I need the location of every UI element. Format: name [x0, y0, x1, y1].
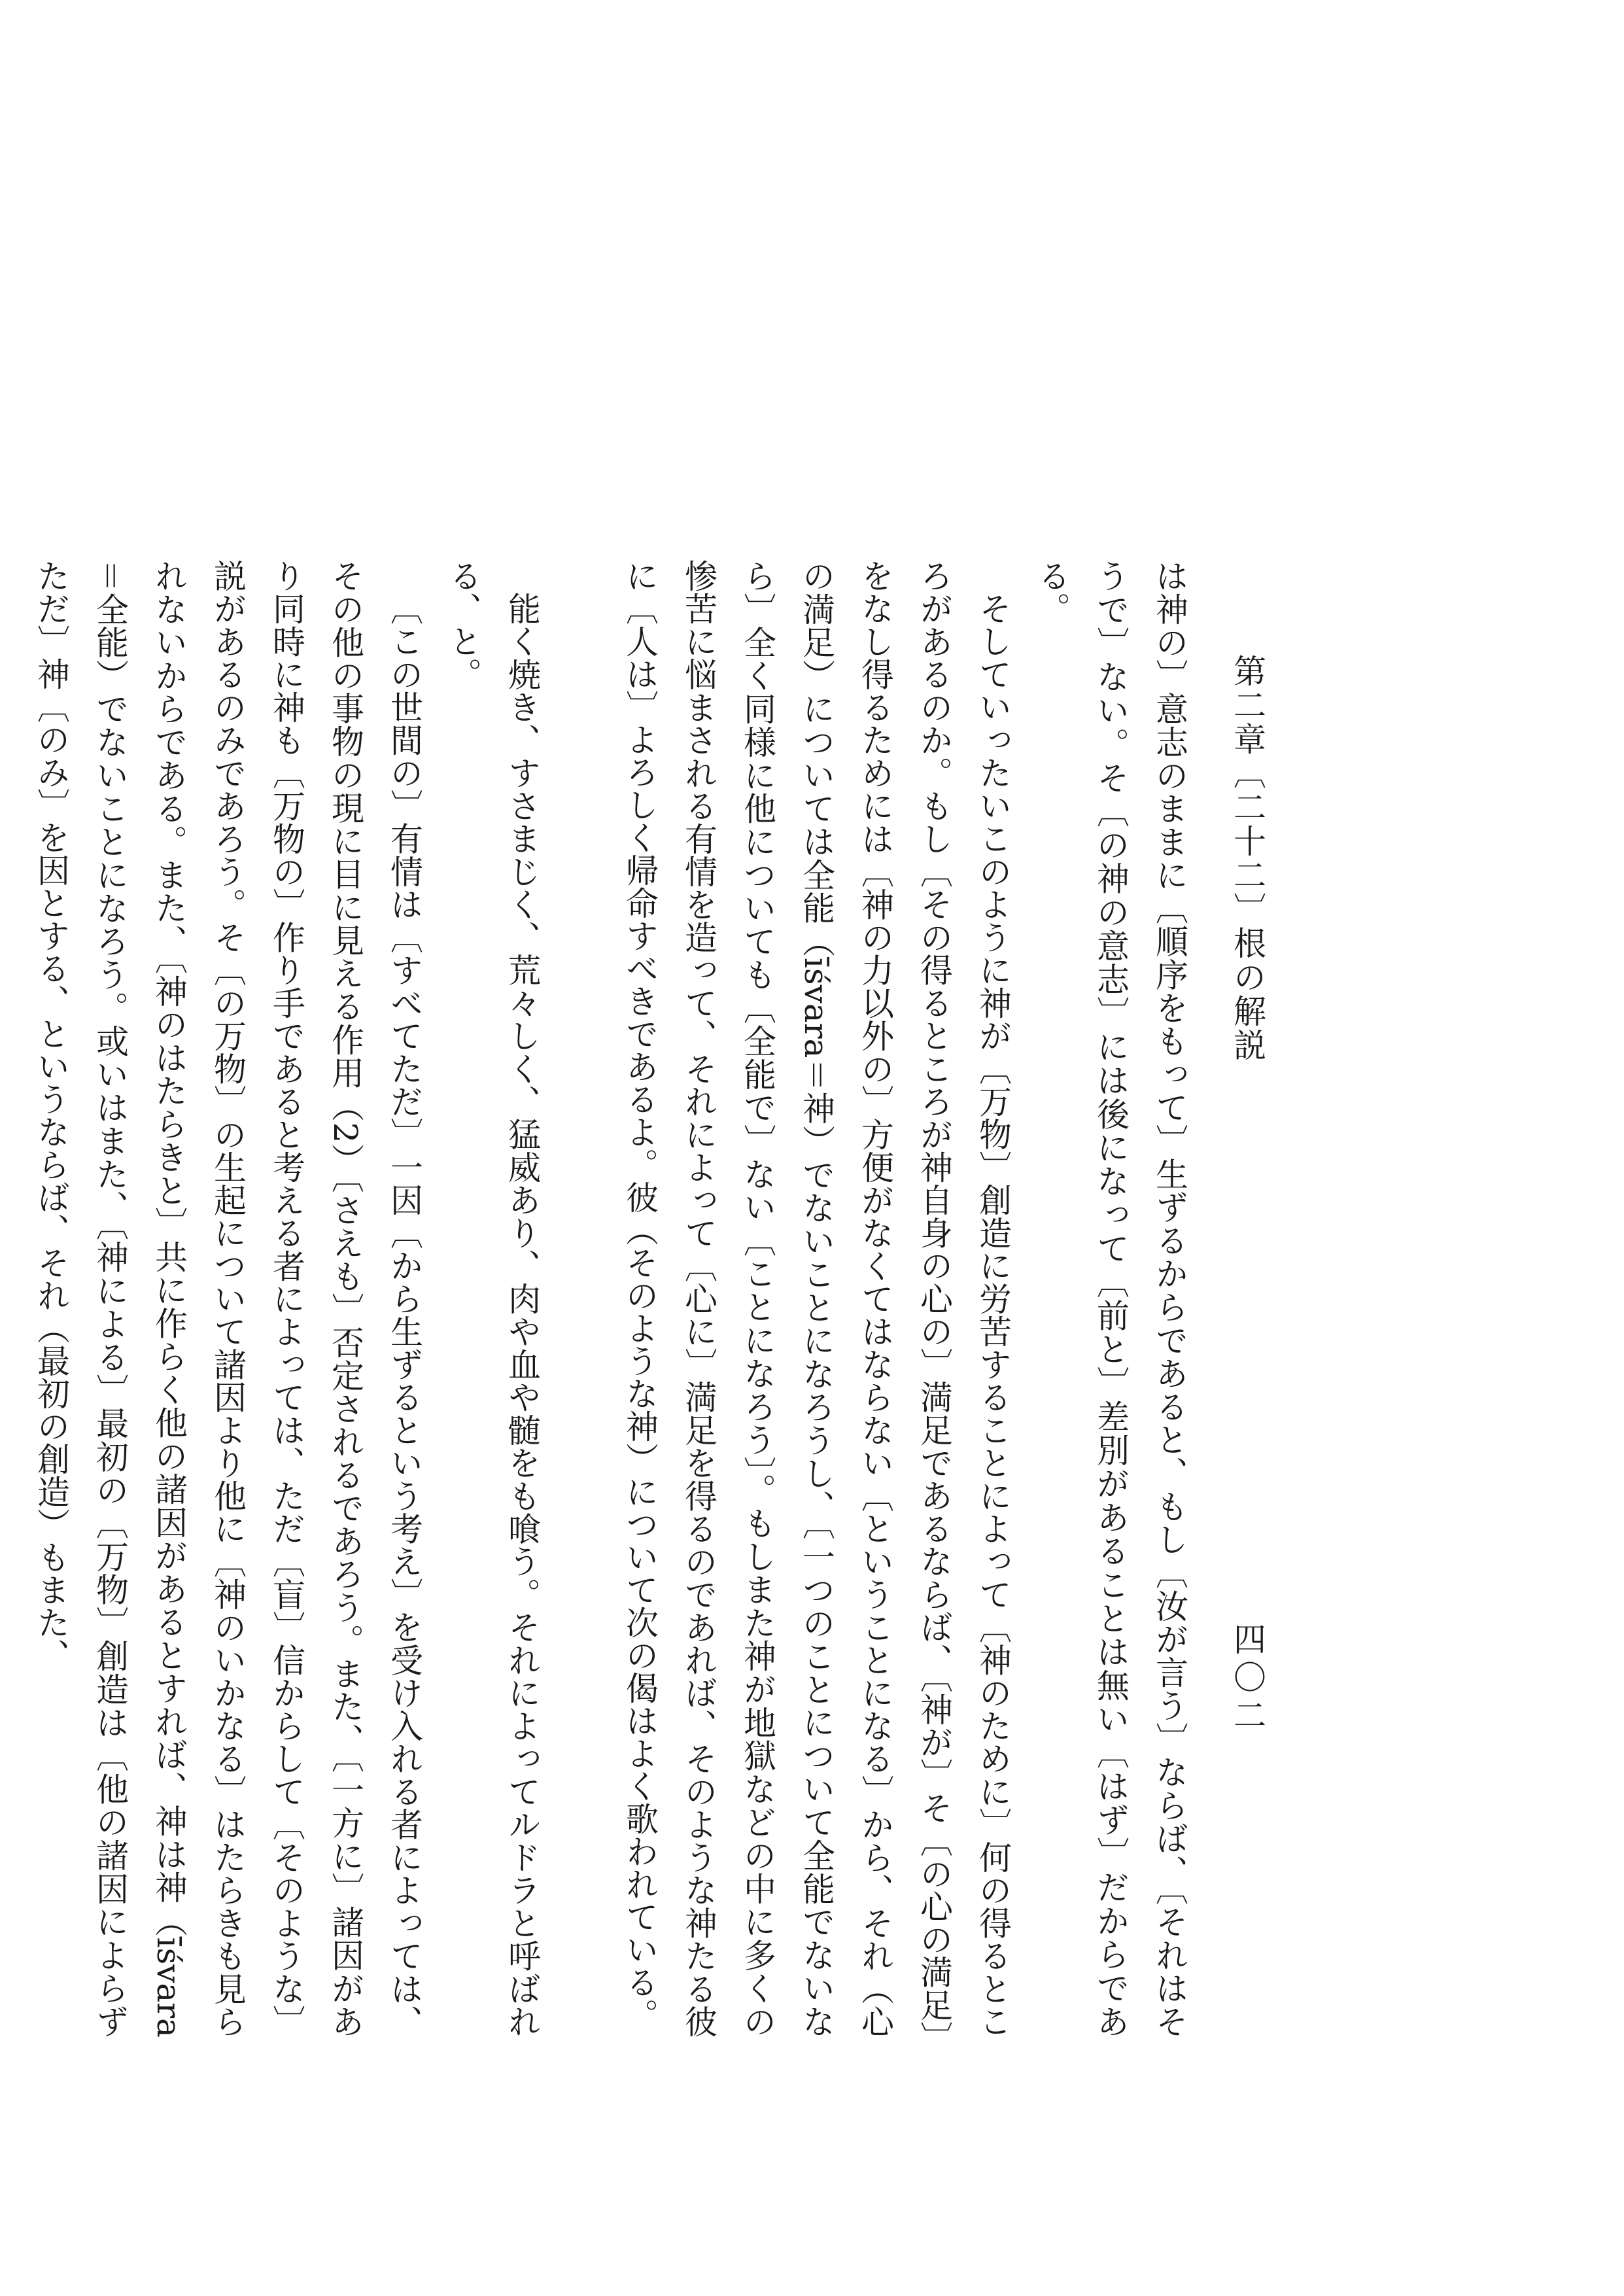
paragraph-2: そしていったいこのように神が〔万物〕創造に労苦することによって〔神のために〕何の得るところがあるのか。もし〔その得るところが神自身の心の〕満足であるならば、〔神が〕そ〔の心の満足〕をなし得るためには〔神の力以外の〕方便がなくてはならない〔ということになる〕から、それ（心の満足）については全能（īśvara＝神）でないことになろうし、〔一つのことについて全能でないなら〕全く同様に他についても〔全能で〕ない〔ことになろう〕。もしまた神が地獄などの中に多くの惨苦に悩まされる有情を造って、それによって〔心に〕満足を得るのであれば、そのような神たる彼に〔人は〕よろしく帰命すべきであるよ。彼（そのような神）について次の偈はよく歌われている。	[621, 559, 1012, 2038]
paragraph-4: 〔この世間の〕有情は〔すべてただ〕一因〔から生ずるという考え〕を受け入れる者によっては、その他の事物の現に目に見える作用（2）〔さえも〕否定されるであろう。また、〔一方に〕諸因があり同時に神も〔万物の〕作り手であると考える者によっては、ただ〔盲〕信からして〔そのような〕説があるのみであろう。そ〔の万物〕の生起について諸因より他に〔神のいかなる〕はたらきも見られないからである。また、〔神のはたらきと〕共に作らく他の諸因があるとすれば、神は神（īśvara＝全能）でないことになろう。或いはまた、〔神による〕最初の〔万物〕創造は〔他の諸因によらずただ〕神〔のみ〕を因とする、というならば、それ（最初の創造）もまた、	[32, 559, 423, 2038]
body-text	[22, 559, 1199, 2038]
page-number: 四〇二	[1228, 1622, 1266, 1736]
paragraph-1: は神の〕意志のままに〔順序をもって〕生ずるからであると、もし〔汝が言う〕ならば、〔それはそうで〕ない。そ〔の神の意志〕には後になって〔前と〕差別があることは無い〔はず〕だからである。	[1033, 559, 1188, 2038]
verse-paragraph: 能く焼き、すさまじく、荒々しく、猛威あり、肉や血や髄をも喰う。それによってルドラと呼ばれる、と。	[444, 559, 541, 2038]
running-head: 第二章〔二十二〕根の解説	[1228, 654, 1266, 1062]
